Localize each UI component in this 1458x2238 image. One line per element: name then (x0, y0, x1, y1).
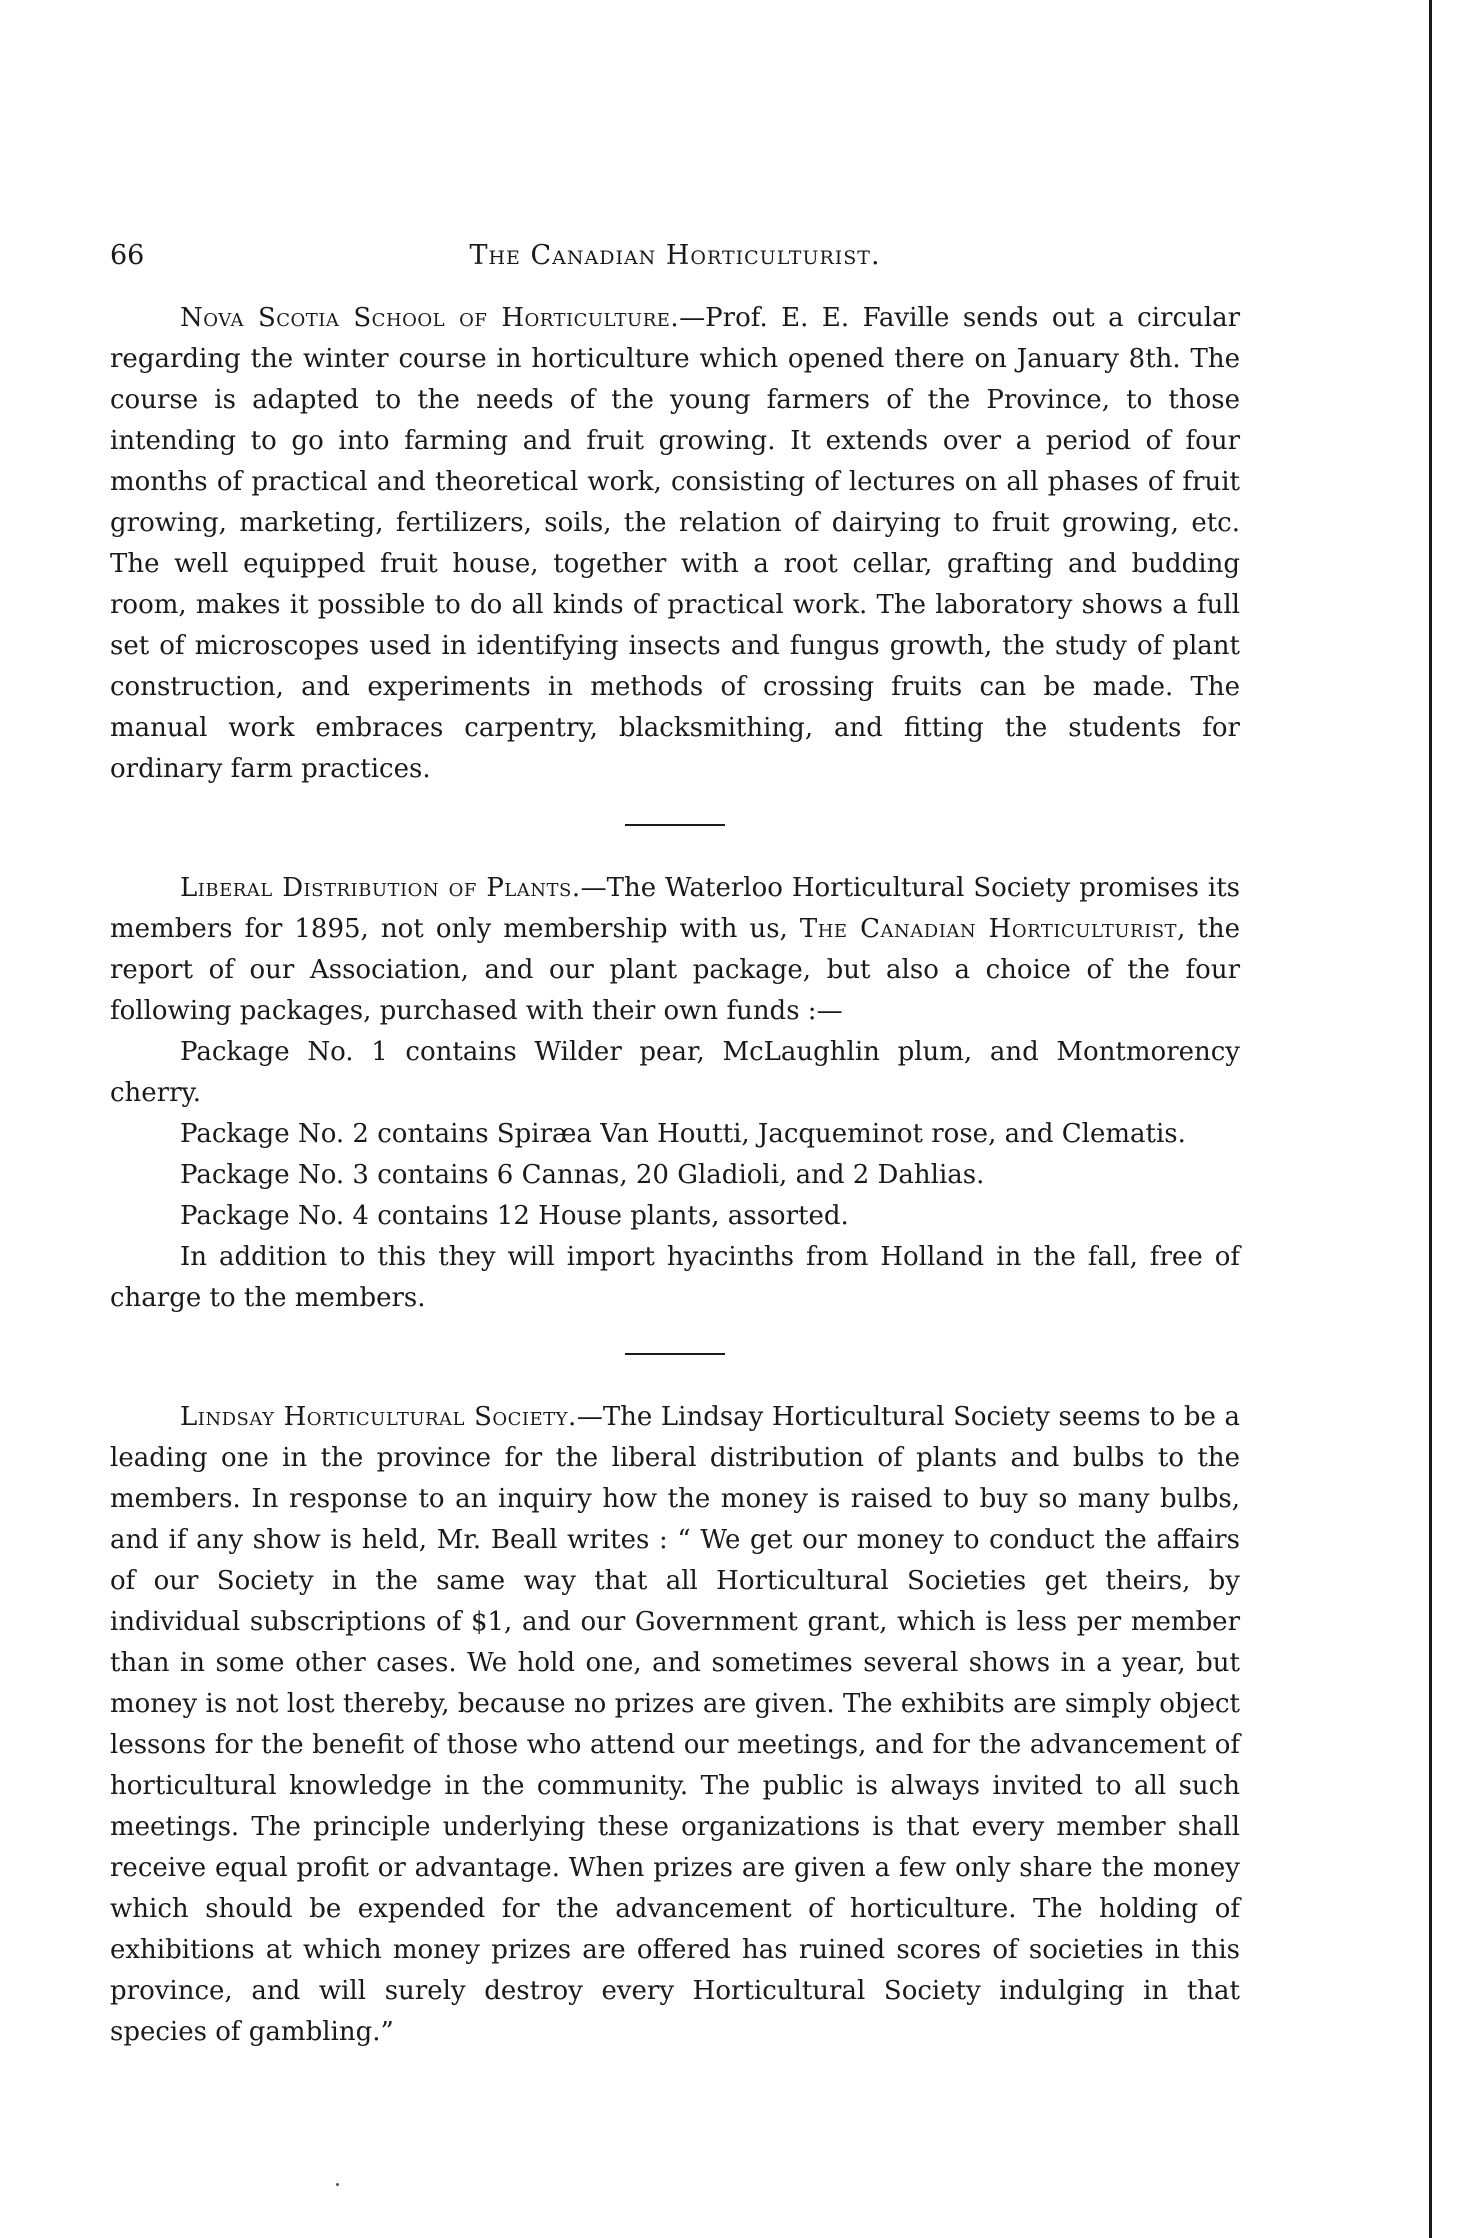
scan-speck (336, 2183, 339, 2186)
package-item: Package No. 4 contains 12 House plants, assorted. (180, 1201, 849, 1231)
article-body-text: —The Lindsay Horticultural Society seems to be a leading one in the province for the liberal distribution of plants and bulbs to the members. In response to an inquiry how the money is raised to buy so many bulbs, and if any show is held, Mr. Beall writes : “ We get our money to conduct the affairs of our Society in the same way that all Horticultural Societies get theirs, by individual subscriptions of $1, and our Government grant, which is less per member than in some other cases. We hold one, and sometimes several shows in a year, but money is not lost thereby, because no prizes are given. The exhibits are simply object lessons for the benefit of those who attend our meetings, and for the advancement of horticultural knowledge in the community. The public is always invited to all such meetings. The principle underlying these organizations is that every member shall receive equal profit or advantage. When prizes are given a few only share the money which should be expended for the advancement of horticulture. The holding of exhibitions at which money prizes are offered has ruined scores of societies in this province, and will surely destroy every Horticultural Society indulging in that species of gambling.” (110, 1402, 1240, 2047)
article-paragraph (110, 1397, 1240, 2053)
journal-title-reference: The Canadian Horticulturist (799, 914, 1178, 944)
article-nova-scotia-school (110, 298, 1240, 790)
article-body-text: , the report of our Association, and our plant package, but also a choice of the four following packages, purchased with their own funds :— (110, 914, 1240, 1026)
article-paragraph (110, 868, 1240, 1032)
article-body-text: —The Waterloo Horticultural Society promises its members for 1895, not only membership with us, (110, 873, 1241, 944)
package-item: Package No. 3 contains 6 Cannas, 20 Gladioli, and 2 Dahlias. (180, 1160, 985, 1190)
page-number: 66 (110, 240, 145, 271)
article-heading: Nova Scotia School of Horticulture. (180, 303, 680, 333)
article-paragraph (110, 298, 1240, 790)
package-item: Package No. 2 contains Spiræa Van Houtti, Jacqueminot rose, and Clematis. (180, 1119, 1186, 1149)
article-heading: Liberal Distribution of Plants. (180, 873, 581, 903)
article-body-text: —Prof. E. E. Faville sends out a circular regarding the winter course in horticulture which opened there on January 8th. The course is adapted to the needs of the young farmers of the Province, to those intending to go into farming and fruit growing. It extends over a period of four months of practical and theoretical work, consisting of lectures on all phases of fruit growing, marketing, fertilizers, soils, the relation of dairying to fruit growing, etc. The well equipped fruit house, together with a root cellar, grafting and budding room, makes it possible to do all kinds of practical work. The laboratory shows a full set of microscopes used in identifying insects and fungus growth, the study of plant construction, and experiments in methods of crossing fruits can be made. The manual work embraces carpentry, blacksmithing, and fitting the students for ordinary farm practices. (110, 303, 1240, 784)
article-lindsay-society (110, 1397, 1240, 2053)
page-header (110, 240, 1240, 280)
package-item: Package No. 1 contains Wilder pear, McLaughlin plum, and Montmorency cherry. (110, 1037, 1240, 1108)
article-liberal-distribution (110, 868, 1240, 1319)
article-heading: Lindsay Horticultural Society. (180, 1402, 577, 1432)
section-divider (625, 1353, 725, 1355)
running-title: The Canadian Horticulturist. (469, 240, 881, 271)
page-content (110, 298, 1240, 2053)
article-paragraph: In addition to this they will import hyacinths from Holland in the fall, free of charge to the members. (110, 1242, 1240, 1313)
page-edge-line (1429, 0, 1432, 2238)
section-divider (625, 824, 725, 826)
